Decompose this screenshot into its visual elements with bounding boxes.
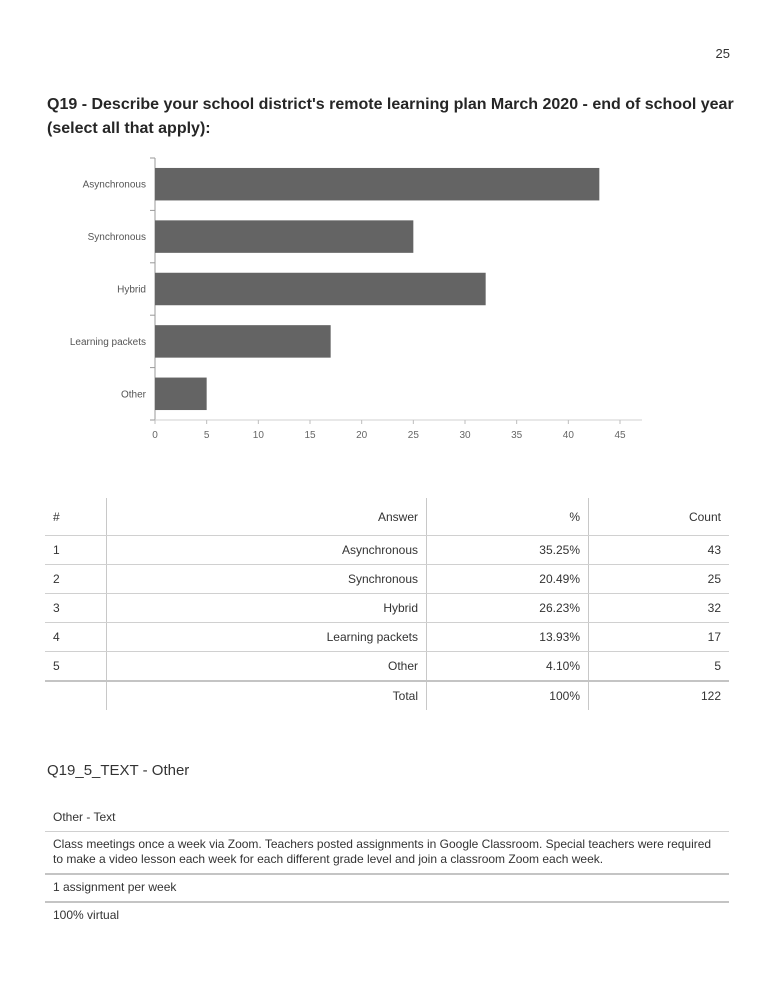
header-num: # [45,498,107,536]
row-answer: Learning packets [107,623,427,652]
text-response-row [45,902,729,929]
x-tick-label: 10 [252,430,264,441]
page-number: 25 [715,46,730,61]
row-answer: Asynchronous [107,536,427,565]
question-title-line-1: Q19 - Describe your school district's remote learning plan March 2020 - end of school year [47,96,734,113]
header-count: Count [589,498,730,536]
text-header-cell: Other - Text [45,805,729,832]
total-percent: 100% [427,681,589,710]
text-table-header [45,805,729,832]
table-row [45,536,729,565]
x-tick-label: 45 [614,430,626,441]
bar [155,273,486,305]
total-count: 122 [700,689,721,703]
text-response-table [45,805,729,929]
x-tick-label: 20 [356,430,368,441]
table-row [45,594,729,623]
row-num: 5 [45,652,107,682]
text-response-cell: Class meetings once a week via Zoom. Teachers posted assignments in Google Classroom. Special teachers were required to make a video lesson each week for each different grade level and join a classroom Zoom each week. [45,832,729,875]
row-count: 5 [589,652,730,682]
category-label: Learning packets [69,336,146,348]
row-percent: 26.23% [427,594,589,623]
table-row [45,652,729,682]
bar [155,168,599,200]
category-label: Asynchronous [82,179,146,191]
total-num [45,681,107,710]
x-tick-label: 5 [203,430,210,441]
row-count: 32 [589,594,730,623]
text-response-cell: 1 assignment per week [45,874,729,902]
x-tick-label: 15 [304,430,316,441]
bar-chart [0,150,774,450]
row-percent: 35.25% [427,536,589,565]
header-answer: Answer [107,498,427,536]
x-tick-label: 25 [407,430,419,441]
question-title-line-2: (select all that apply): [47,120,211,137]
x-tick-label: 40 [562,430,574,441]
category-label: Other [120,389,146,401]
text-response-cell: 100% virtual [53,908,120,922]
header-percent: % [427,498,589,536]
x-tick-label: 30 [459,430,471,441]
text-section-title: Q19_5_TEXT - Other [47,762,190,779]
table-header-row [45,498,729,536]
text-response-row [45,832,729,875]
bar [155,325,331,357]
table-row [45,623,729,652]
category-label: Synchronous [87,232,146,244]
row-percent: 20.49% [427,565,589,594]
row-answer: Synchronous [107,565,427,594]
x-tick-label: 35 [511,430,523,441]
question-title [47,93,737,141]
category-label: Hybrid [117,284,146,296]
row-num: 4 [45,623,107,652]
row-count: 43 [589,536,730,565]
row-percent: 4.10% [427,652,589,682]
text-response-row [45,874,729,902]
answer-table [45,498,729,710]
row-answer: Other [107,652,427,682]
total-label: Total [107,681,427,710]
row-num: 1 [45,536,107,565]
row-count: 25 [589,565,730,594]
bar [155,220,413,252]
row-count: 17 [589,623,730,652]
row-percent: 13.93% [427,623,589,652]
x-tick-label: 0 [152,430,158,441]
table-row [45,565,729,594]
row-num: 2 [45,565,107,594]
row-num: 3 [45,594,107,623]
table-total-row [45,681,729,710]
bar [155,378,207,410]
row-answer: Hybrid [107,594,427,623]
